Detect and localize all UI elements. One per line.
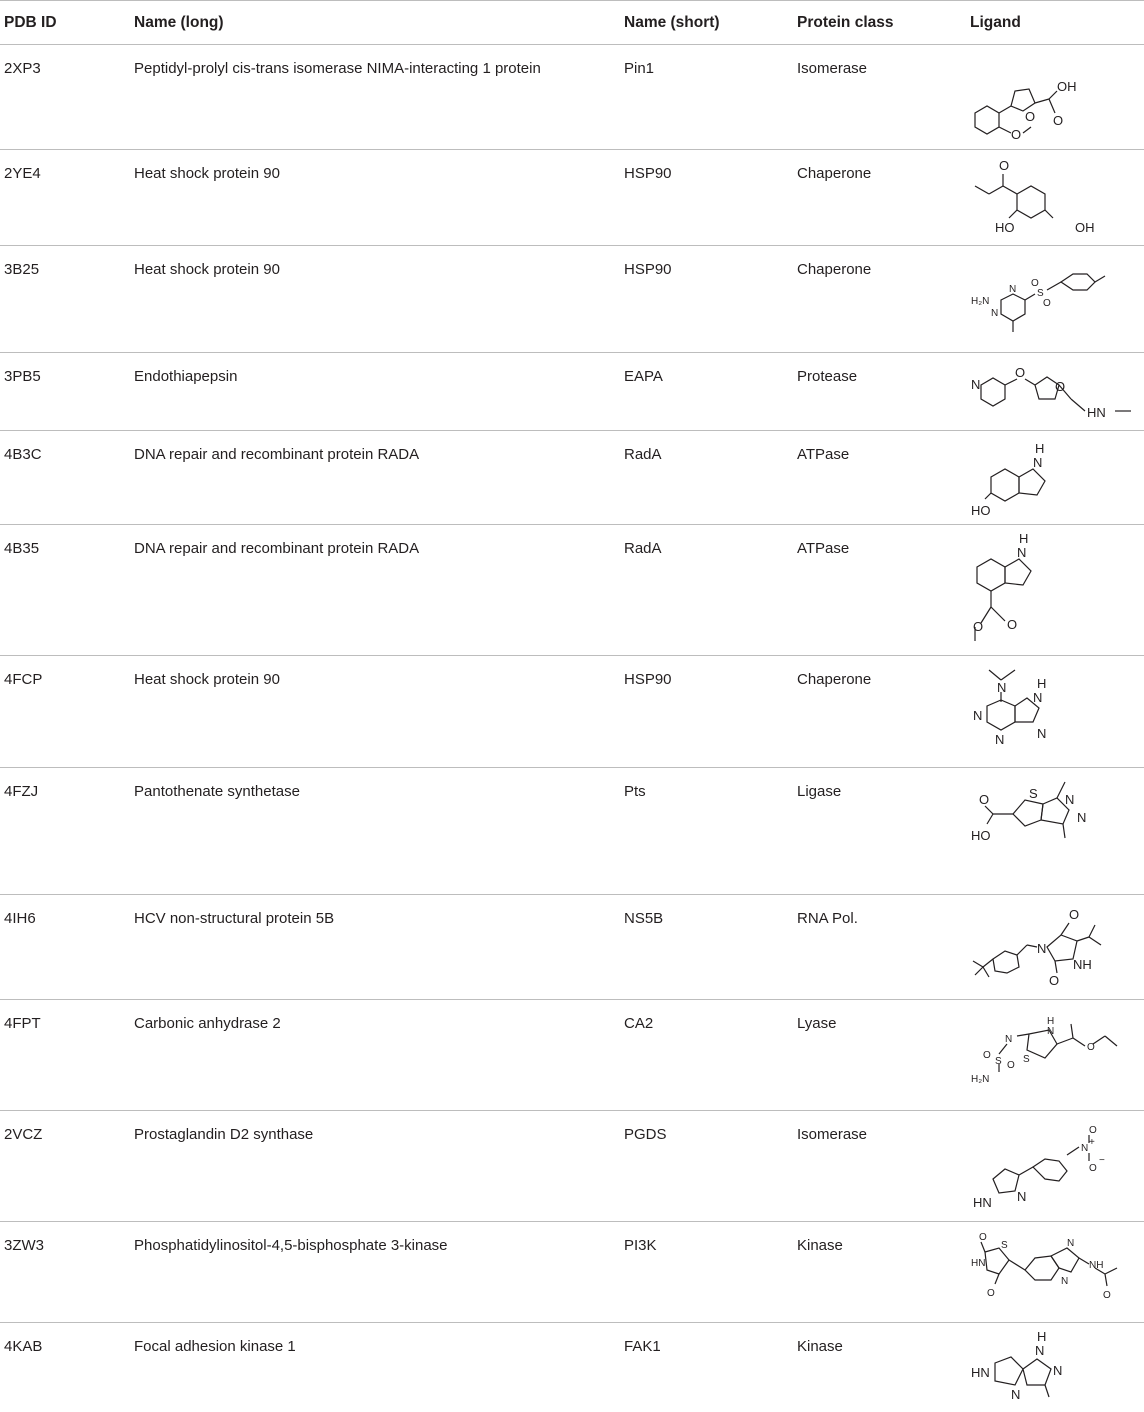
atom-label: N xyxy=(1077,810,1087,825)
pdb-id: 4FZJ xyxy=(4,783,39,800)
pdb-id: 4IH6 xyxy=(4,910,36,927)
name-long: Carbonic anhydrase 2 xyxy=(134,1015,281,1032)
name-long: Prostaglandin D2 synthase xyxy=(134,1126,314,1143)
ligand-structure xyxy=(965,437,1125,521)
ligand-structure xyxy=(965,1228,1140,1320)
atom-label: HO xyxy=(995,220,1015,235)
atom-label: + xyxy=(1089,1137,1095,1148)
atom-label: OH xyxy=(1057,79,1077,94)
atom-label: OH xyxy=(1075,220,1095,235)
protein-class: Lyase xyxy=(797,1015,837,1032)
table-row xyxy=(0,1323,1144,1409)
atom-label: O xyxy=(1011,127,1022,142)
atom-label: N xyxy=(1033,690,1043,705)
ligand-structure xyxy=(965,156,1125,242)
name-short: HSP90 xyxy=(624,261,672,278)
table-row xyxy=(0,656,1144,768)
header-ligand: Ligand xyxy=(970,14,1021,31)
atom-label: O xyxy=(1043,298,1051,309)
table-row xyxy=(0,525,1144,656)
atom-label: N xyxy=(1033,455,1043,470)
atom-label: N xyxy=(1037,726,1047,741)
ligand-structure xyxy=(965,51,1125,143)
table-row xyxy=(0,768,1144,895)
atom-label: N xyxy=(1053,1363,1063,1378)
protein-class: Kinase xyxy=(797,1338,843,1355)
protein-class: Isomerase xyxy=(797,60,868,77)
header-name-long: Name (long) xyxy=(134,14,224,31)
atom-label: S xyxy=(995,1056,1002,1067)
name-long: Peptidyl-prolyl cis-trans isomerase NIMA-interacting 1 protein xyxy=(134,60,541,77)
atom-label: H xyxy=(1019,531,1029,546)
name-long: Endothiapepsin xyxy=(134,368,238,385)
ligand-structure xyxy=(965,252,1135,347)
atom-label: HO xyxy=(971,828,991,843)
table-row xyxy=(0,246,1144,353)
atom-label: H xyxy=(1037,1329,1047,1344)
name-short: RadA xyxy=(624,446,662,463)
atom-label: H xyxy=(1037,676,1047,691)
atom-label: O xyxy=(1055,379,1066,394)
pdb-id: 2XP3 xyxy=(4,60,41,77)
atom-label: H xyxy=(1047,1016,1055,1027)
name-short: EAPA xyxy=(624,368,663,385)
atom-label: O xyxy=(1049,973,1060,988)
atom-label: N xyxy=(1009,284,1017,295)
protein-class: Kinase xyxy=(797,1237,843,1254)
table-row xyxy=(0,1111,1144,1222)
pdb-id: 3B25 xyxy=(4,261,40,278)
atom-label: S xyxy=(1001,1240,1008,1251)
atom-label: N xyxy=(1005,1034,1013,1045)
atom-label: N xyxy=(1047,1026,1055,1037)
ligand-structure xyxy=(965,359,1140,427)
header-name-short: Name (short) xyxy=(624,14,720,31)
atom-label: O xyxy=(1007,1060,1015,1071)
header-protein-class: Protein class xyxy=(797,14,894,31)
table-row xyxy=(0,1222,1144,1323)
atom-label: N xyxy=(1061,1276,1069,1287)
atom-label: N xyxy=(1081,1143,1089,1154)
atom-label: N xyxy=(997,680,1007,695)
protein-class: RNA Pol. xyxy=(797,910,858,927)
ligand-structure xyxy=(965,901,1140,996)
atom-label: N xyxy=(995,732,1005,747)
protein-class: Chaperone xyxy=(797,165,872,182)
atom-label: HN xyxy=(973,1195,992,1210)
name-short: Pin1 xyxy=(624,60,655,77)
atom-label: O xyxy=(983,1050,991,1061)
atom-label: O xyxy=(987,1288,995,1299)
name-short: PI3K xyxy=(624,1237,657,1254)
name-long: Heat shock protein 90 xyxy=(134,671,280,688)
atom-label: O xyxy=(1031,278,1039,289)
name-long: Heat shock protein 90 xyxy=(134,165,280,182)
name-long: DNA repair and recombinant protein RADA xyxy=(134,540,420,557)
atom-label: O xyxy=(1103,1290,1111,1301)
pdb-id: 4KAB xyxy=(4,1338,43,1355)
name-long: Pantothenate synthetase xyxy=(134,783,300,800)
atom-label: S xyxy=(1029,786,1038,801)
protein-class: Ligase xyxy=(797,783,842,800)
atom-label: H xyxy=(1035,441,1045,456)
protein-class: Protease xyxy=(797,368,858,385)
atom-label: N xyxy=(991,308,999,319)
pdb-id: 2VCZ xyxy=(4,1126,43,1143)
atom-label: − xyxy=(1099,1155,1105,1166)
atom-label: N xyxy=(973,708,983,723)
protein-class: ATPase xyxy=(797,540,850,557)
atom-label: N xyxy=(1035,1343,1045,1358)
atom-label: O xyxy=(979,792,990,807)
name-short: CA2 xyxy=(624,1015,654,1032)
name-long: Focal adhesion kinase 1 xyxy=(134,1338,296,1355)
name-short: RadA xyxy=(624,540,662,557)
name-long: Heat shock protein 90 xyxy=(134,261,280,278)
atom-label: N xyxy=(1037,941,1047,956)
ligand-structure xyxy=(965,774,1125,889)
table-header xyxy=(0,0,1144,45)
atom-label: N xyxy=(1017,1189,1027,1204)
name-short: PGDS xyxy=(624,1126,667,1143)
atom-label: S xyxy=(1023,1054,1030,1065)
ligand-structure xyxy=(965,662,1125,762)
name-short: FAK1 xyxy=(624,1338,661,1355)
atom-label: O xyxy=(1069,907,1080,922)
atom-label: HN xyxy=(971,1365,990,1380)
atom-label: O xyxy=(1015,365,1026,380)
atom-label: NH xyxy=(1073,957,1092,972)
atom-label: HO xyxy=(971,503,991,518)
atom-label: N xyxy=(1065,792,1075,807)
atom-label: N xyxy=(971,377,981,392)
atom-label: O xyxy=(973,619,984,634)
table-row xyxy=(0,353,1144,431)
protein-class: Chaperone xyxy=(797,261,872,278)
name-long: Phosphatidylinositol-4,5-bisphosphate 3-kinase xyxy=(134,1237,448,1254)
pdb-id: 4B35 xyxy=(4,540,40,557)
atom-label: H₂N xyxy=(971,296,990,307)
table-row xyxy=(0,895,1144,1000)
atom-label: N xyxy=(1011,1387,1021,1402)
atom-label: HN xyxy=(1087,405,1106,420)
atom-label: O xyxy=(999,158,1010,173)
name-long: HCV non-structural protein 5B xyxy=(134,910,335,927)
atom-label: O xyxy=(1089,1163,1097,1174)
ligand-structure xyxy=(965,1117,1140,1217)
pdb-id: 3ZW3 xyxy=(4,1237,45,1254)
name-short: NS5B xyxy=(624,910,664,927)
ligand-structure xyxy=(965,1329,1125,1409)
atom-label: NH xyxy=(1089,1260,1104,1271)
atom-label: N xyxy=(1017,545,1027,560)
name-short: HSP90 xyxy=(624,671,672,688)
atom-label: O xyxy=(1087,1042,1095,1053)
atom-label: O xyxy=(1053,113,1064,128)
atom-label: N xyxy=(1067,1238,1075,1249)
pdb-id: 2YE4 xyxy=(4,165,41,182)
name-short: HSP90 xyxy=(624,165,672,182)
table-row xyxy=(0,45,1144,150)
atom-label: O xyxy=(1025,109,1036,124)
pdb-id: 4B3C xyxy=(4,446,42,463)
atom-label: HN xyxy=(971,1258,986,1269)
pdb-id: 4FPT xyxy=(4,1015,41,1032)
atom-label: O xyxy=(1089,1125,1097,1136)
ligand-structure xyxy=(965,531,1125,651)
name-short: Pts xyxy=(624,783,646,800)
table-row xyxy=(0,431,1144,525)
protein-class: Chaperone xyxy=(797,671,872,688)
header-pdb-id: PDB ID xyxy=(4,14,57,31)
protein-class: ATPase xyxy=(797,446,850,463)
atom-label: H₂N xyxy=(971,1074,990,1085)
table-row xyxy=(0,1000,1144,1111)
ligand-structure xyxy=(965,1006,1140,1106)
atom-label: O xyxy=(1007,617,1018,632)
name-long: DNA repair and recombinant protein RADA xyxy=(134,446,420,463)
pdb-id: 4FCP xyxy=(4,671,43,688)
atom-label: O xyxy=(979,1232,987,1243)
pdb-id: 3PB5 xyxy=(4,368,41,385)
table-row xyxy=(0,150,1144,246)
atom-label: S xyxy=(1037,288,1044,299)
protein-class: Isomerase xyxy=(797,1126,868,1143)
